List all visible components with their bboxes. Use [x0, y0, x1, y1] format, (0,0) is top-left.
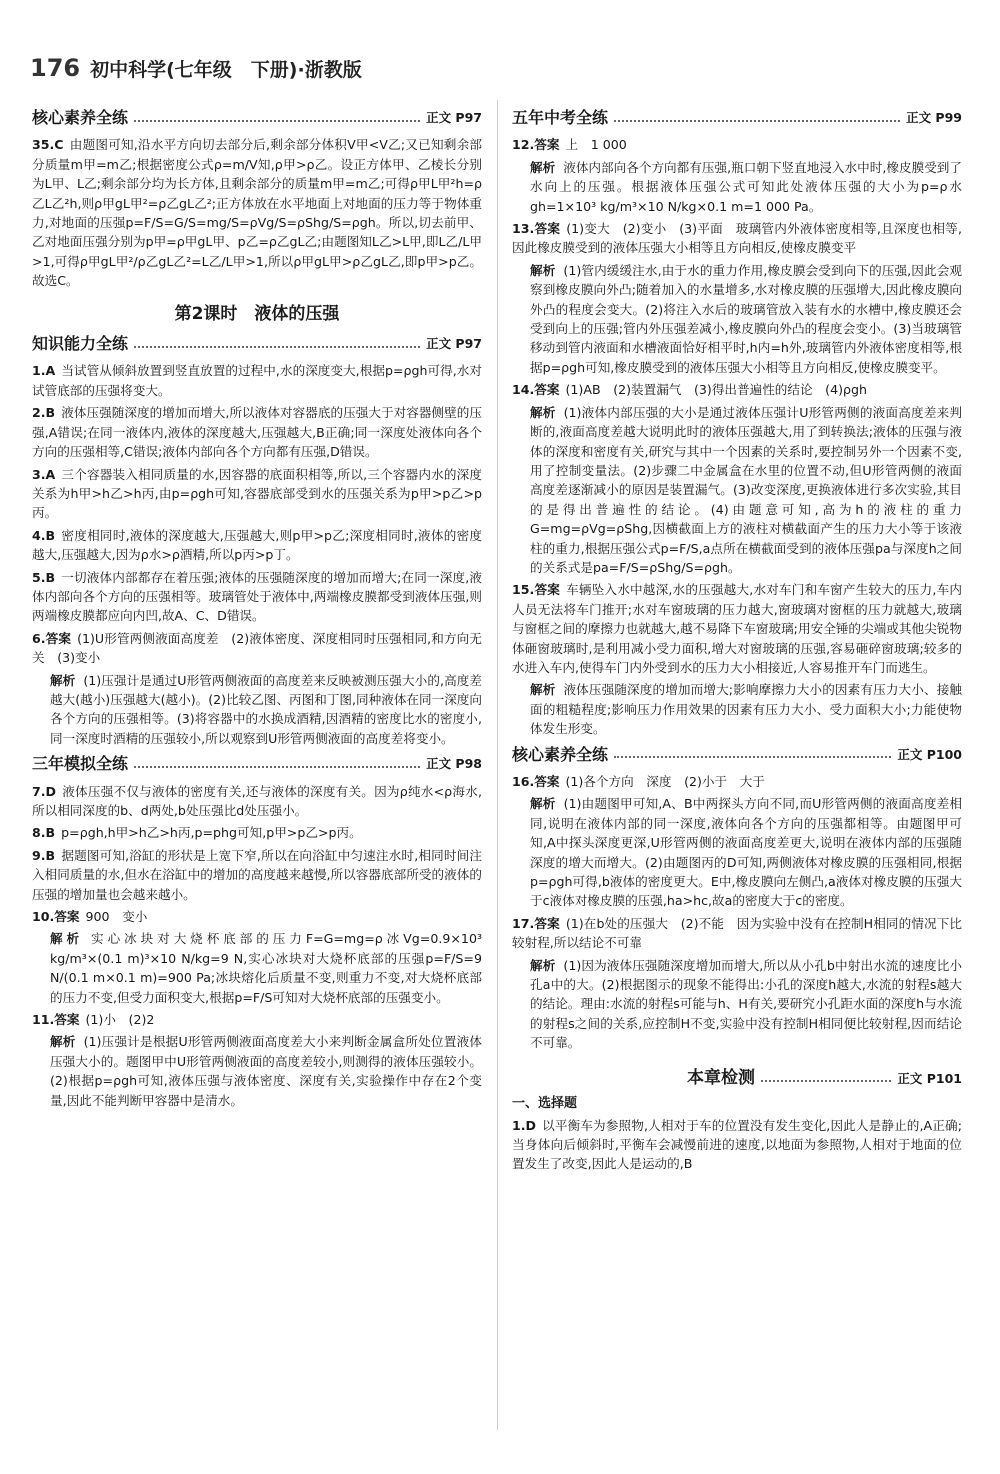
explanation	[512, 158, 962, 216]
answer-item	[512, 914, 962, 953]
answer-text: 液体压强随深度的增加而增大,所以液体对容器底的压强大于对容器侧壁的压强,A错误;在同一液体内,液体的深度越大,压强越大,B正确;同一深度处液体向各个方向的压强相等,C错误;液体内部向各个方向都有压强,D错误。	[32, 405, 482, 460]
answer-item	[32, 629, 482, 668]
section-page-ref: 正文 P97	[426, 110, 482, 125]
explanation-label: 解析	[530, 682, 556, 698]
page-number: 176	[30, 54, 81, 82]
answer-label: 12.答案	[512, 137, 560, 153]
answer-text: (1)变大 (2)变小 (3)平面 玻璃管内外液体密度相等,且深度也相等,因此橡皮膜受到的液体压强大小相等且方向相反,使橡皮膜变平	[512, 221, 962, 256]
answer-label: 9.B	[32, 847, 56, 863]
answer-text: 一切液体内部都存在着压强;液体的压强随深度的增加而增大;在同一深度,液体内部向各个方向的压强相等。玻璃管处于液体中,两端橡皮膜都受到液体压强,则两端橡皮膜都应向内凹,故A、C、D错误。	[32, 569, 482, 624]
answer-text: 以平衡车为参照物,人相对于车的位置没有发生变化,因此人是静止的,A正确;当身体向后倾斜时,平衡车会减慢前进的速度,以地面为参照物,人相对于地面的位置发生了改变,因此人是运动的,B	[512, 1117, 962, 1172]
section-page-ref: 正文 P100	[897, 746, 962, 762]
answer-text: (1)小 (2)2	[85, 1012, 155, 1028]
answer-item	[32, 465, 482, 523]
answer-label: 8.B	[32, 825, 56, 841]
chapter-heading	[512, 1069, 962, 1088]
dotted-leader	[614, 120, 900, 122]
dotted-leader	[614, 756, 891, 758]
explanation-label: 解析	[50, 931, 84, 947]
explanation	[512, 680, 962, 738]
explanation-text: (1)压强计是通过U形管两侧液面的高度差来反映被测压强大小的,高度差越大(越小)压强越大(越小)。(2)比较乙图、丙图和丁图,同种液体在同一深度向各个方向的压强相等。(3)将容器中的水换成酒精,因酒精的密度比水的密度小,同一深度时酒精的压强较小,所以观察到U形管两侧液面的高度差将变小。	[50, 672, 483, 746]
answer-label: 2.B	[32, 405, 56, 421]
answer-item	[32, 1010, 482, 1029]
answer-text: 据题图可知,浴缸的形状是上宽下窄,所以在向浴缸中匀速注水时,相同时间注入相同质量的水,但水在浴缸中的增加的高度越来越慢,所以容器底部所受的液体的压强的增加量也会越来越小。	[32, 847, 482, 902]
answer-label: 15.答案	[512, 582, 561, 598]
explanation	[512, 956, 962, 1053]
answer-label: 4.B	[32, 527, 56, 543]
explanation	[512, 261, 962, 377]
answer-item	[32, 403, 482, 461]
left-column	[32, 102, 482, 1113]
dotted-leader	[761, 1080, 891, 1082]
section-title: 三年模拟全练	[32, 754, 129, 774]
section-heading	[512, 108, 962, 127]
answer-item	[32, 568, 482, 626]
answer-text: 三个容器装入相同质量的水,因容器的底面积相等,所以,三个容器内水的深度关系为h甲>h乙>h丙,由p=ρgh可知,容器底部受到水的压强关系为p甲>p乙>p丙。	[32, 466, 482, 521]
answer-text: 当试管从倾斜放置到竖直放置的过程中,水的深度变大,根据p=ρgh可得,水对试管底部的压强将变大。	[32, 363, 482, 398]
dotted-leader	[134, 766, 420, 768]
chapter-title: 本章检测	[687, 1067, 755, 1088]
section-title: 五年中考全练	[512, 108, 609, 127]
answer-item	[32, 135, 482, 290]
answer-text: 由题图可知,沿水平方向切去部分后,剩余部分体积V甲<V乙;又已知剩余部分质量m甲=m乙;根据密度公式ρ=m/V知,ρ甲>ρ乙。设正方体甲、乙棱长分别为L甲、L乙;剩余部分均为长方体,且剩余部分的质量m甲=m乙;可得ρ甲L甲²h=ρ乙L乙²h,则ρ甲gL甲²=ρ乙gL乙²;正方体放在水平地面上对地面的压力等于物体重力,对地面的压强p=F/S=G/S=mg/S=ρVg/S=ρShg/S=ρgh。所以,切去前甲、乙对地面压强分别为p甲=ρ甲gL甲、p乙=ρ乙gL乙;由题图知L乙>L甲,即L乙/L甲>1,可得ρ甲gL甲²/ρ乙gL乙²=L乙/L甲>1,所以ρ甲gL甲>ρ乙gL乙,即p甲>p乙。故选C。	[32, 137, 482, 289]
answer-item	[512, 580, 962, 677]
lesson-title: 第2课时 液体的压强	[174, 303, 340, 324]
answer-item	[32, 526, 482, 565]
answer-item	[512, 1116, 962, 1174]
answer-item	[512, 380, 962, 399]
explanation	[512, 403, 962, 578]
answer-label: 13.答案	[512, 221, 561, 237]
section-heading	[32, 108, 482, 127]
section-page-ref: 正文 P98	[426, 756, 482, 772]
section-heading	[32, 754, 482, 773]
page-header	[30, 48, 362, 88]
explanation-text: (1)由题图甲可知,A、B中两探头方向不同,而U形管两侧的液面高度差相同,说明在液体内部的同一深度,液体向各个方向的压强都相等。由题图甲可知,A中探头深度更深,U形管两侧的液面高度差更大,说明在液体内部的压强随深度的增大而增大。(2)由题图丙的D可知,两侧液体对橡皮膜的压强相同,根据p=ρgh可得,b液体的密度更大。E中,橡皮膜向左侧凸,a液体对橡皮膜的压强大于c液体对橡皮膜的压强,ha>hc,故a的密度大于c的密度。	[530, 796, 963, 909]
answer-label: 16.答案	[512, 774, 560, 789]
section-title: 核心素养全练	[512, 744, 609, 764]
answer-text: 900 变小	[85, 909, 148, 925]
dotted-leader	[134, 346, 420, 348]
answer-label: 17.答案	[512, 915, 560, 931]
answer-label: 35.C	[32, 137, 64, 153]
section-page-ref: 正文 P97	[426, 336, 482, 352]
answer-label: 1.D	[512, 1117, 537, 1133]
explanation-label: 解析	[530, 262, 556, 278]
explanation-text: (1)管内缓缓注水,由于水的重力作用,橡皮膜会受到向下的压强,因此会观察到橡皮膜向外凸;随着加入的水量增多,水对橡皮膜的压强增大,因此橡皮膜向外凸的程度会变大。(2)将注入水后的玻璃管放入装有水的水槽中,橡皮膜还会受到向上的压强;管内外压强差减小,橡皮膜向外凸的程度会变小。(3)当玻璃管移动到管内液面和水槽液面恰好相平时,h内=h外,玻璃管内外液体密度相等,根据p=ρgh可知,橡皮膜受到的液体压强大小相等且方向相反,使橡皮膜变平。	[530, 262, 963, 375]
explanation-text: (1)液体内部压强的大小是通过液体压强计U形管两侧的液面高度差来判断的,液面高度差越大说明此时的液体压强越大,用了到转换法;液体的压强与液体的深度和密度有关,研究与其中一个因素的关系时,要控制另外一个因素不变,用了控制变量法。(2)步骤二中金属盒在水里的位置不动,但U形管两侧的液面高度差逐渐减小的原因是装置漏气。(3)改变深度,更换液体进行多次实验,其目的是得出普遍性的结论。(4)由题意可知,高为h的液柱的重力G=mg=ρVg=ρShg,因横截面上方的液柱对横截面产生的压力大小等于该液柱的重力,根据压强公式p=F/S,a点所在横截面受到的液体压强pa与深度h之间的关系式是pa=F/S=ρShg/S=ρgh。	[530, 404, 963, 575]
answer-item	[512, 772, 962, 791]
right-column	[512, 102, 962, 1177]
explanation-text: (1)因为液体压强随深度增加而增大,所以从小孔b中射出水流的速度比小孔a中的大。(2)根据图示的现象不能得出:小孔的深度h越大,水流的射程s越大的结论。理由:水流的射程s可能与h、H有关,要研究小孔距水面的深度h与水流的射程s之间的关系,应控制H不变,实验中没有控制H相同便比较射程,因而结论不可靠。	[530, 957, 962, 1051]
answer-text: (1)AB (2)装置漏气 (3)得出普遍性的结论 (4)ρgh	[565, 382, 867, 398]
explanation-label: 解析	[50, 1034, 76, 1050]
answer-label: 7.D	[32, 783, 57, 799]
answer-item	[32, 823, 482, 842]
answer-text: 上 1 000	[565, 137, 627, 153]
answer-text: (1)在b处的压强大 (2)不能 因为实验中没有在控制H相同的情况下比较射程,所以结论不可靠	[512, 915, 962, 951]
section-page-ref: 正文 P99	[906, 110, 962, 125]
answer-label: 6.答案	[32, 630, 72, 646]
section-title: 核心素养全练	[32, 108, 129, 127]
explanation-text: (1)压强计是根据U形管两侧液面高度差大小来判断金属盒所处位置液体压强大小的。题图甲中U形管两侧液面的高度差较小,则测得的液体压强较小。(2)根据p=ρgh可知,液体压强与液体密度、深度有关,实验操作中存在2个变量,因此不能判断甲容器中是清水。	[50, 1034, 483, 1108]
answer-text: p=ρgh,h甲>h乙>h丙,p=phg可知,p甲>p乙>p丙。	[61, 825, 362, 841]
answer-text: 液体压强不仅与液体的密度有关,还与液体的深度有关。因为ρ纯水<ρ海水,所以相同深度的b、d两处,b处压强比d处压强小。	[32, 783, 482, 818]
answer-label: 14.答案	[512, 382, 560, 398]
explanation-label: 解析	[530, 404, 556, 420]
section-heading	[512, 745, 962, 764]
answer-item	[512, 135, 962, 154]
answer-label: 5.B	[32, 569, 56, 585]
answer-item	[32, 907, 482, 926]
explanation-text: 实心冰块对大烧杯底部的压力F=G=mg=ρ冰Vg=0.9×10³ kg/m³×(0.1 m)³×10 N/kg=9 N,实心冰块对大烧杯底部的压强p=F/S=9 N/(0.1 m×0.1 m)=900 Pa;冰块熔化后质量不变,则重力不变,对大烧杯底部的压力不变,但受力面积变大,根据p=F/S可知对大烧杯底部的压强变小。	[50, 931, 483, 1005]
answer-text: (1)各个方向 深度 (2)小于 大于	[565, 774, 765, 789]
explanation-text: 液体压强随深度的增加而增大;影响摩擦力大小的因素有压力大小、接触面的粗糙程度;影响压力作用效果的因素有压力大小、受力面积大小;力能使物体发生形变。	[530, 682, 963, 737]
answer-label: 11.答案	[32, 1012, 80, 1028]
answer-text: 车辆坠入水中越深,水的压强越大,水对车门和车窗产生较大的压力,车内人员无法将车门推开;水对车窗玻璃的压力越大,窗玻璃对窗框的压力就越大,玻璃与窗框之间的摩擦力也就越大,越不易降下车窗玻璃;用安全锤的尖端或其他尖锐物体砸窗玻璃时,是利用减小受力面积,增大对窗玻璃的压强,容易砸碎窗玻璃;较多的水进入车内,使得车门内外受到水的压力大小相接近,人容易推开车门而逃生。	[512, 582, 963, 675]
book-title: 初中科学(七年级 下册)·浙教版	[90, 58, 362, 81]
section-heading	[32, 334, 482, 353]
section-title: 知识能力全练	[32, 334, 129, 354]
answer-item	[512, 219, 962, 258]
dotted-leader	[134, 120, 420, 122]
answer-label: 10.答案	[32, 909, 80, 925]
answer-text: (1)U形管两侧液面高度差 (2)液体密度、深度相同时压强相同,和方向无关 (3)变小	[32, 630, 482, 666]
answer-label: 1.A	[32, 363, 56, 379]
answer-text: 密度相同时,液体的深度越大,压强越大,则p甲>p乙;深度相同时,液体的密度越大,压强越大,因为ρ水>ρ酒精,所以p丙>p丁。	[32, 527, 482, 563]
part-heading: 一、选择题	[512, 1096, 578, 1112]
explanation-label: 解析	[530, 957, 556, 973]
explanation	[32, 671, 482, 749]
chapter-page-ref: 正文 P101	[897, 1070, 962, 1086]
column-divider	[497, 100, 498, 1430]
explanation-text: 液体内部向各个方向都有压强,瓶口朝下竖直地浸入水中时,橡皮膜受到了水向上的压强。根据液体压强公式可知此处液体压强的大小为p=ρ水gh=1×10³ kg/m³×10 N/kg×0.1 m=1 000 Pa。	[530, 159, 962, 214]
explanation	[32, 1032, 482, 1110]
explanation-label: 解析	[530, 159, 556, 175]
explanation	[512, 794, 962, 910]
answer-item	[32, 361, 482, 400]
answer-label: 3.A	[32, 466, 56, 482]
answer-item	[32, 782, 482, 821]
answer-item	[32, 846, 482, 904]
explanation-label: 解析	[530, 796, 556, 812]
explanation-label: 解析	[50, 672, 76, 688]
explanation	[32, 929, 482, 1007]
